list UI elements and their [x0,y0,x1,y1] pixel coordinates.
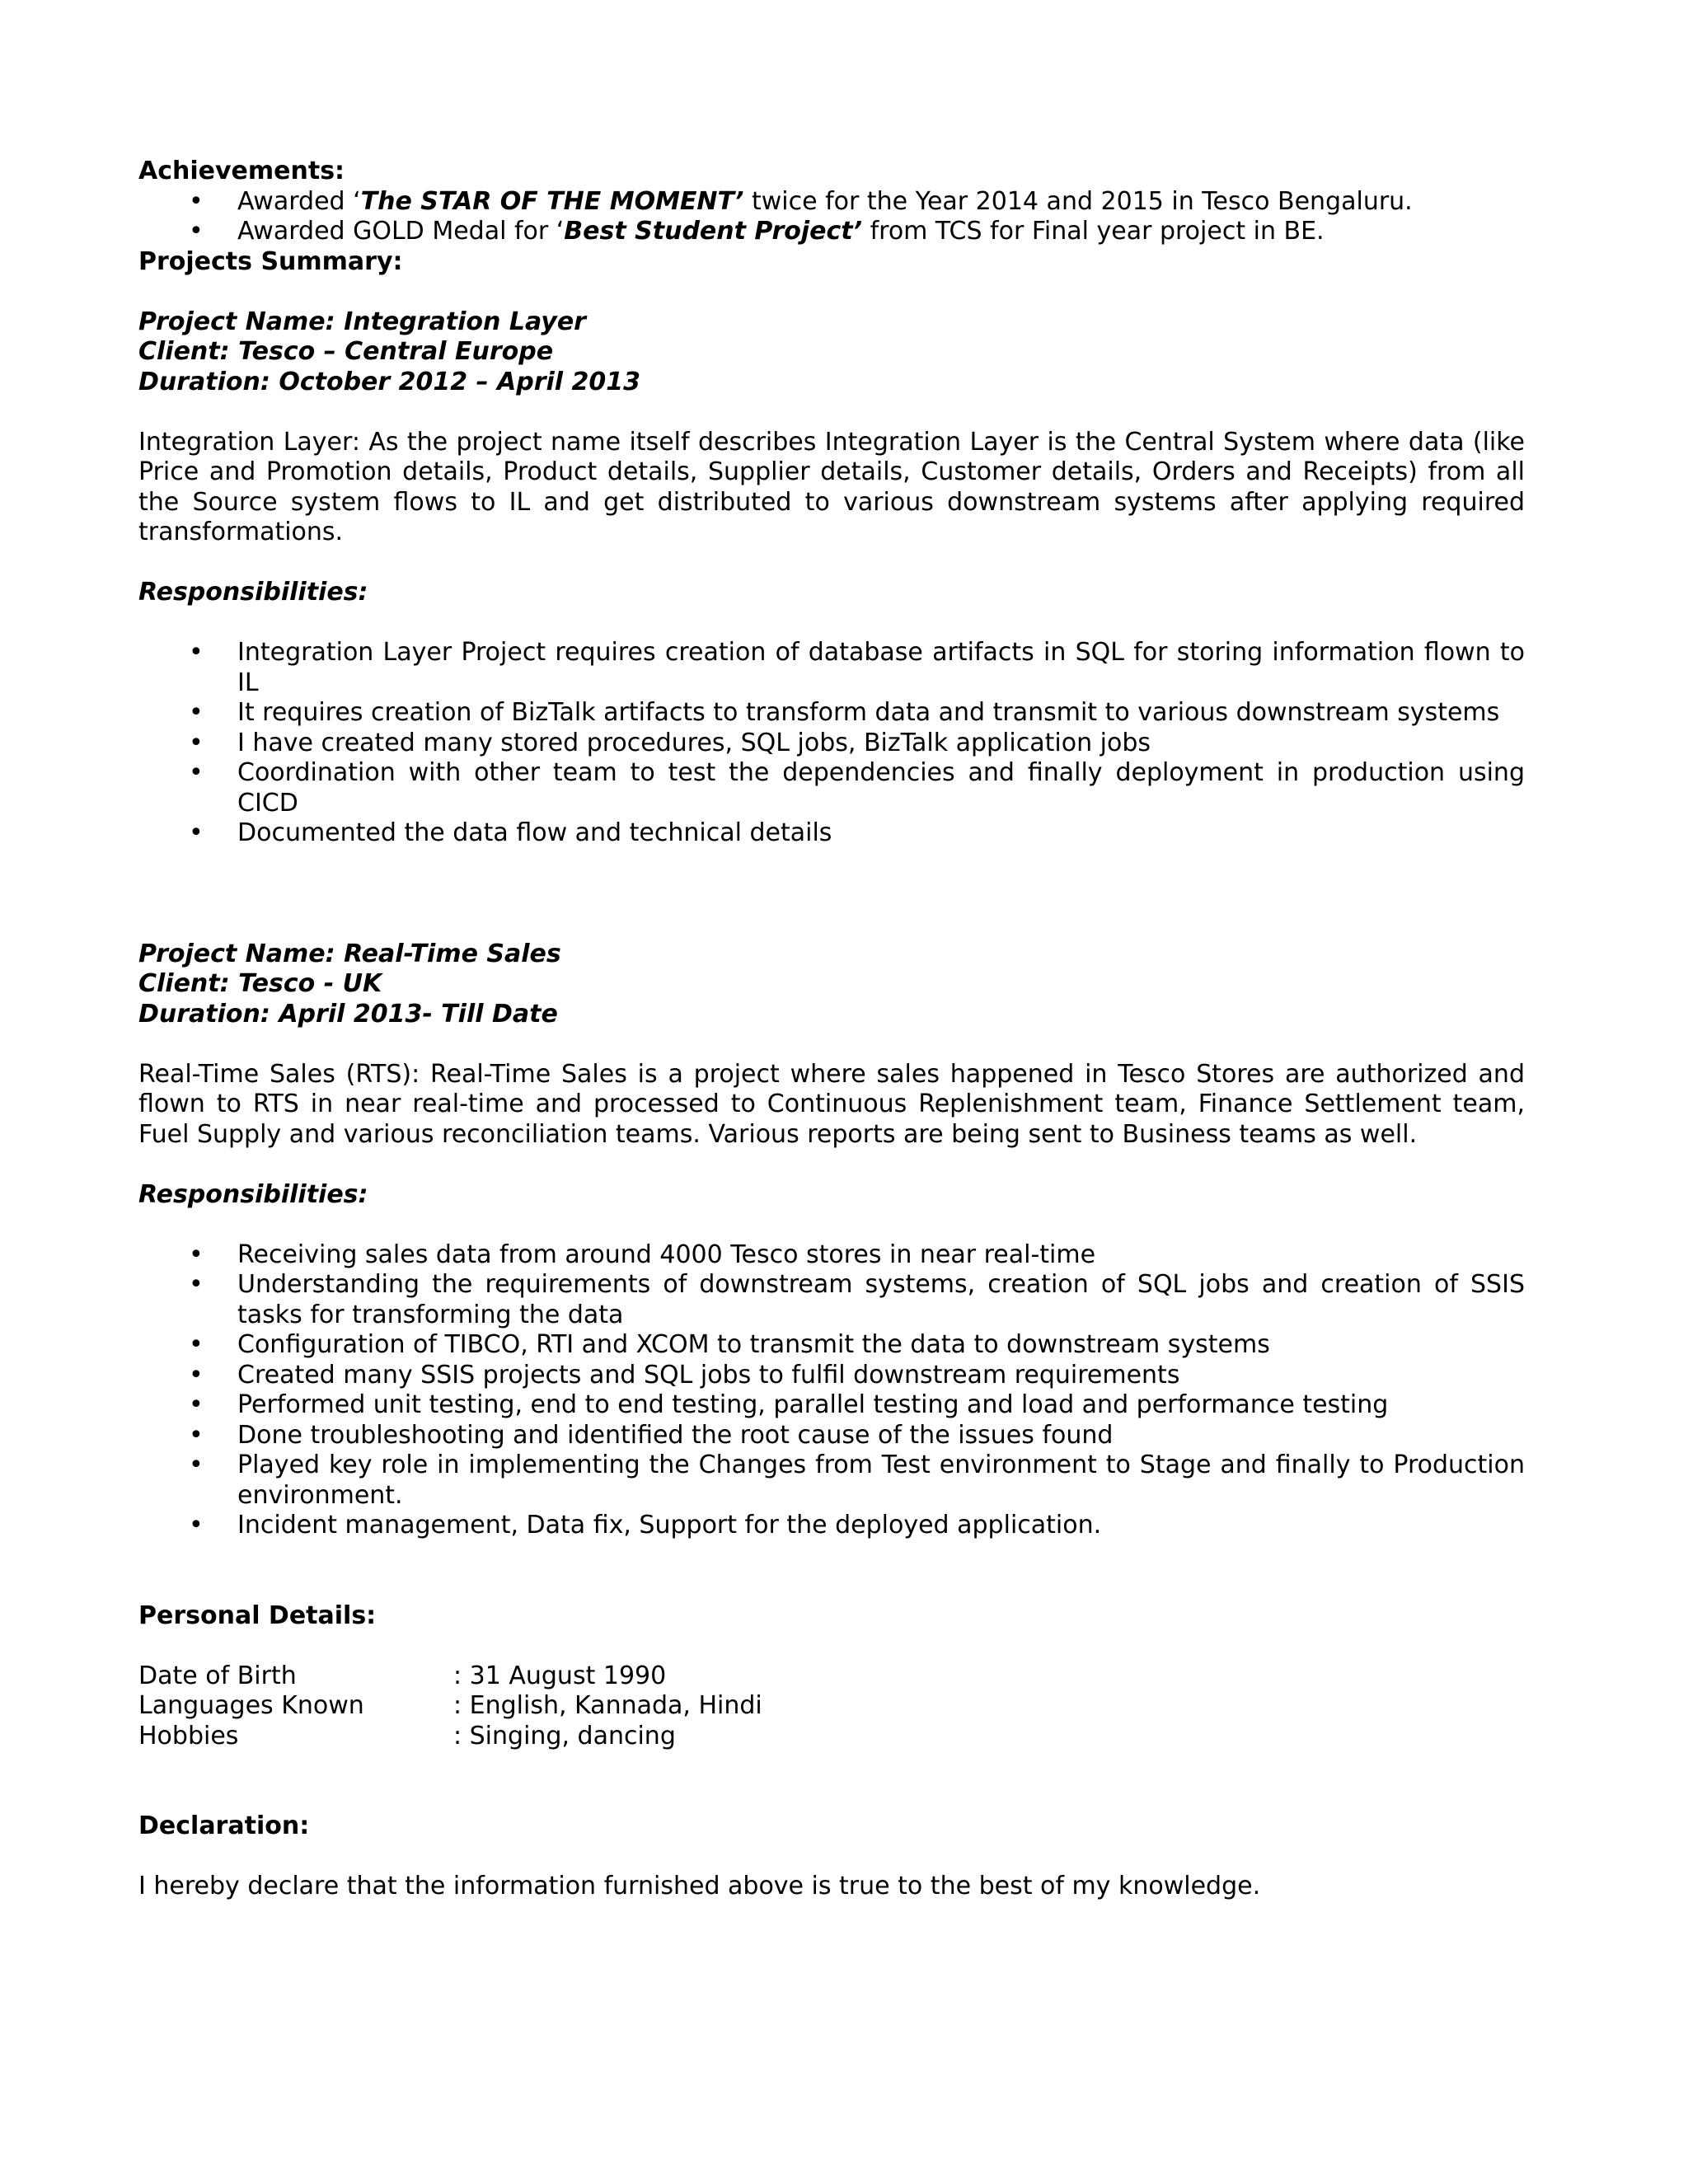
project-client: Client: Tesco - UK [138,969,382,998]
personal-detail-row [138,1661,1525,1692]
achievement-item [138,187,1525,218]
project-duration: Duration: October 2012 – April 2013 [138,367,641,396]
responsibilities-heading: Responsibilities: [138,578,368,607]
personal-detail-value: : English, Kannada, Hindi [453,1691,762,1720]
personal-detail-label: Date of Birth [138,1661,297,1690]
project-duration: Duration: April 2013- Till Date [138,999,558,1029]
achievements-heading: Achievements: [138,157,345,185]
achievements-list [138,187,1525,247]
achievement-award-name: Best Student Project’ [564,217,863,246]
personal-detail-row [138,1691,1525,1722]
declaration-text: I hereby declare that the information furnished above is true to the best of my knowledge. [138,1872,1261,1900]
achievement-text: from TCS for Final year project in BE. [862,217,1325,246]
responsibility-item: • I have created many stored procedures, SQL jobs, BizTalk application jobs [138,729,1525,759]
personal-detail-value: : Singing, dancing [453,1721,676,1750]
responsibility-item: • Coordination with other team to test the dependencies and finally deployment in production using CICD [138,758,1525,818]
responsibility-item: • Played key role in implementing the Changes from Test environment to Stage and finally to Production environment. [138,1451,1525,1511]
responsibility-item: • Incident management, Data fix, Support for the deployed application. [138,1511,1525,1541]
responsibility-item: • Understanding the requirements of downstream systems, creation of SQL jobs and creation of SSIS tasks for transforming the data [138,1270,1525,1330]
achievement-text: Awarded ‘ [237,186,361,216]
project-description: Integration Layer: As the project name itself describes Integration Layer is the Central System where data (like Price and Promotion details, Product details, Supplier details, Customer details, Orders and Receipts) from all the Source system flows to IL and get distributed to various downstream systems after applying required transformations. [138,427,1525,546]
personal-details-table [138,1661,1525,1752]
achievement-text: Awarded GOLD Medal for ‘ [237,217,565,246]
resume-page [138,157,1525,1902]
achievement-item [138,217,1525,247]
achievement-text: twice for the Year 2014 and 2015 in Tesco Bengaluru. [743,186,1413,216]
personal-detail-label: Hobbies [138,1721,239,1750]
projects-summary-heading: Projects Summary: [138,246,403,276]
responsibilities-heading: Responsibilities: [138,1179,368,1209]
declaration-heading: Declaration: [138,1811,310,1840]
responsibilities-list [138,638,1525,849]
project-name: Project Name: Integration Layer [138,307,586,336]
responsibilities-list [138,1240,1525,1541]
personal-details-heading: Personal Details: [138,1601,377,1630]
responsibility-item: • It requires creation of BizTalk artifacts to transform data and transmit to various downstream systems [138,698,1525,729]
responsibility-item: • Performed unit testing, end to end testing, parallel testing and load and performance testing [138,1390,1525,1421]
responsibility-item: • Receiving sales data from around 4000 Tesco stores in near real-time [138,1240,1525,1271]
personal-detail-row [138,1722,1525,1752]
personal-detail-label: Languages Known [138,1691,364,1720]
achievement-award-name: The STAR OF THE MOMENT’ [360,186,744,216]
responsibility-item: • Created many SSIS projects and SQL jobs to fulfil downstream requirements [138,1361,1525,1391]
personal-detail-value: : 31 August 1990 [453,1661,667,1690]
responsibility-item: • Done troubleshooting and identified the root cause of the issues found [138,1421,1525,1451]
project-description: Real-Time Sales (RTS): Real-Time Sales is a project where sales happened in Tesco Stores are authorized and flown to RTS in near real-time and processed to Continuous Replenishment team, Finance Settlement team, Fuel Supply and various reconciliation teams. Various reports are being sent to Business teams as well. [138,1059,1525,1149]
responsibility-item: • Documented the data flow and technical details [138,818,1525,849]
project-client: Client: Tesco – Central Europe [138,337,554,366]
responsibility-item: • Integration Layer Project requires creation of database artifacts in SQL for storing information flown to IL [138,638,1525,698]
project-name: Project Name: Real-Time Sales [138,939,561,968]
responsibility-item: • Configuration of TIBCO, RTI and XCOM to transmit the data to downstream systems [138,1330,1525,1361]
